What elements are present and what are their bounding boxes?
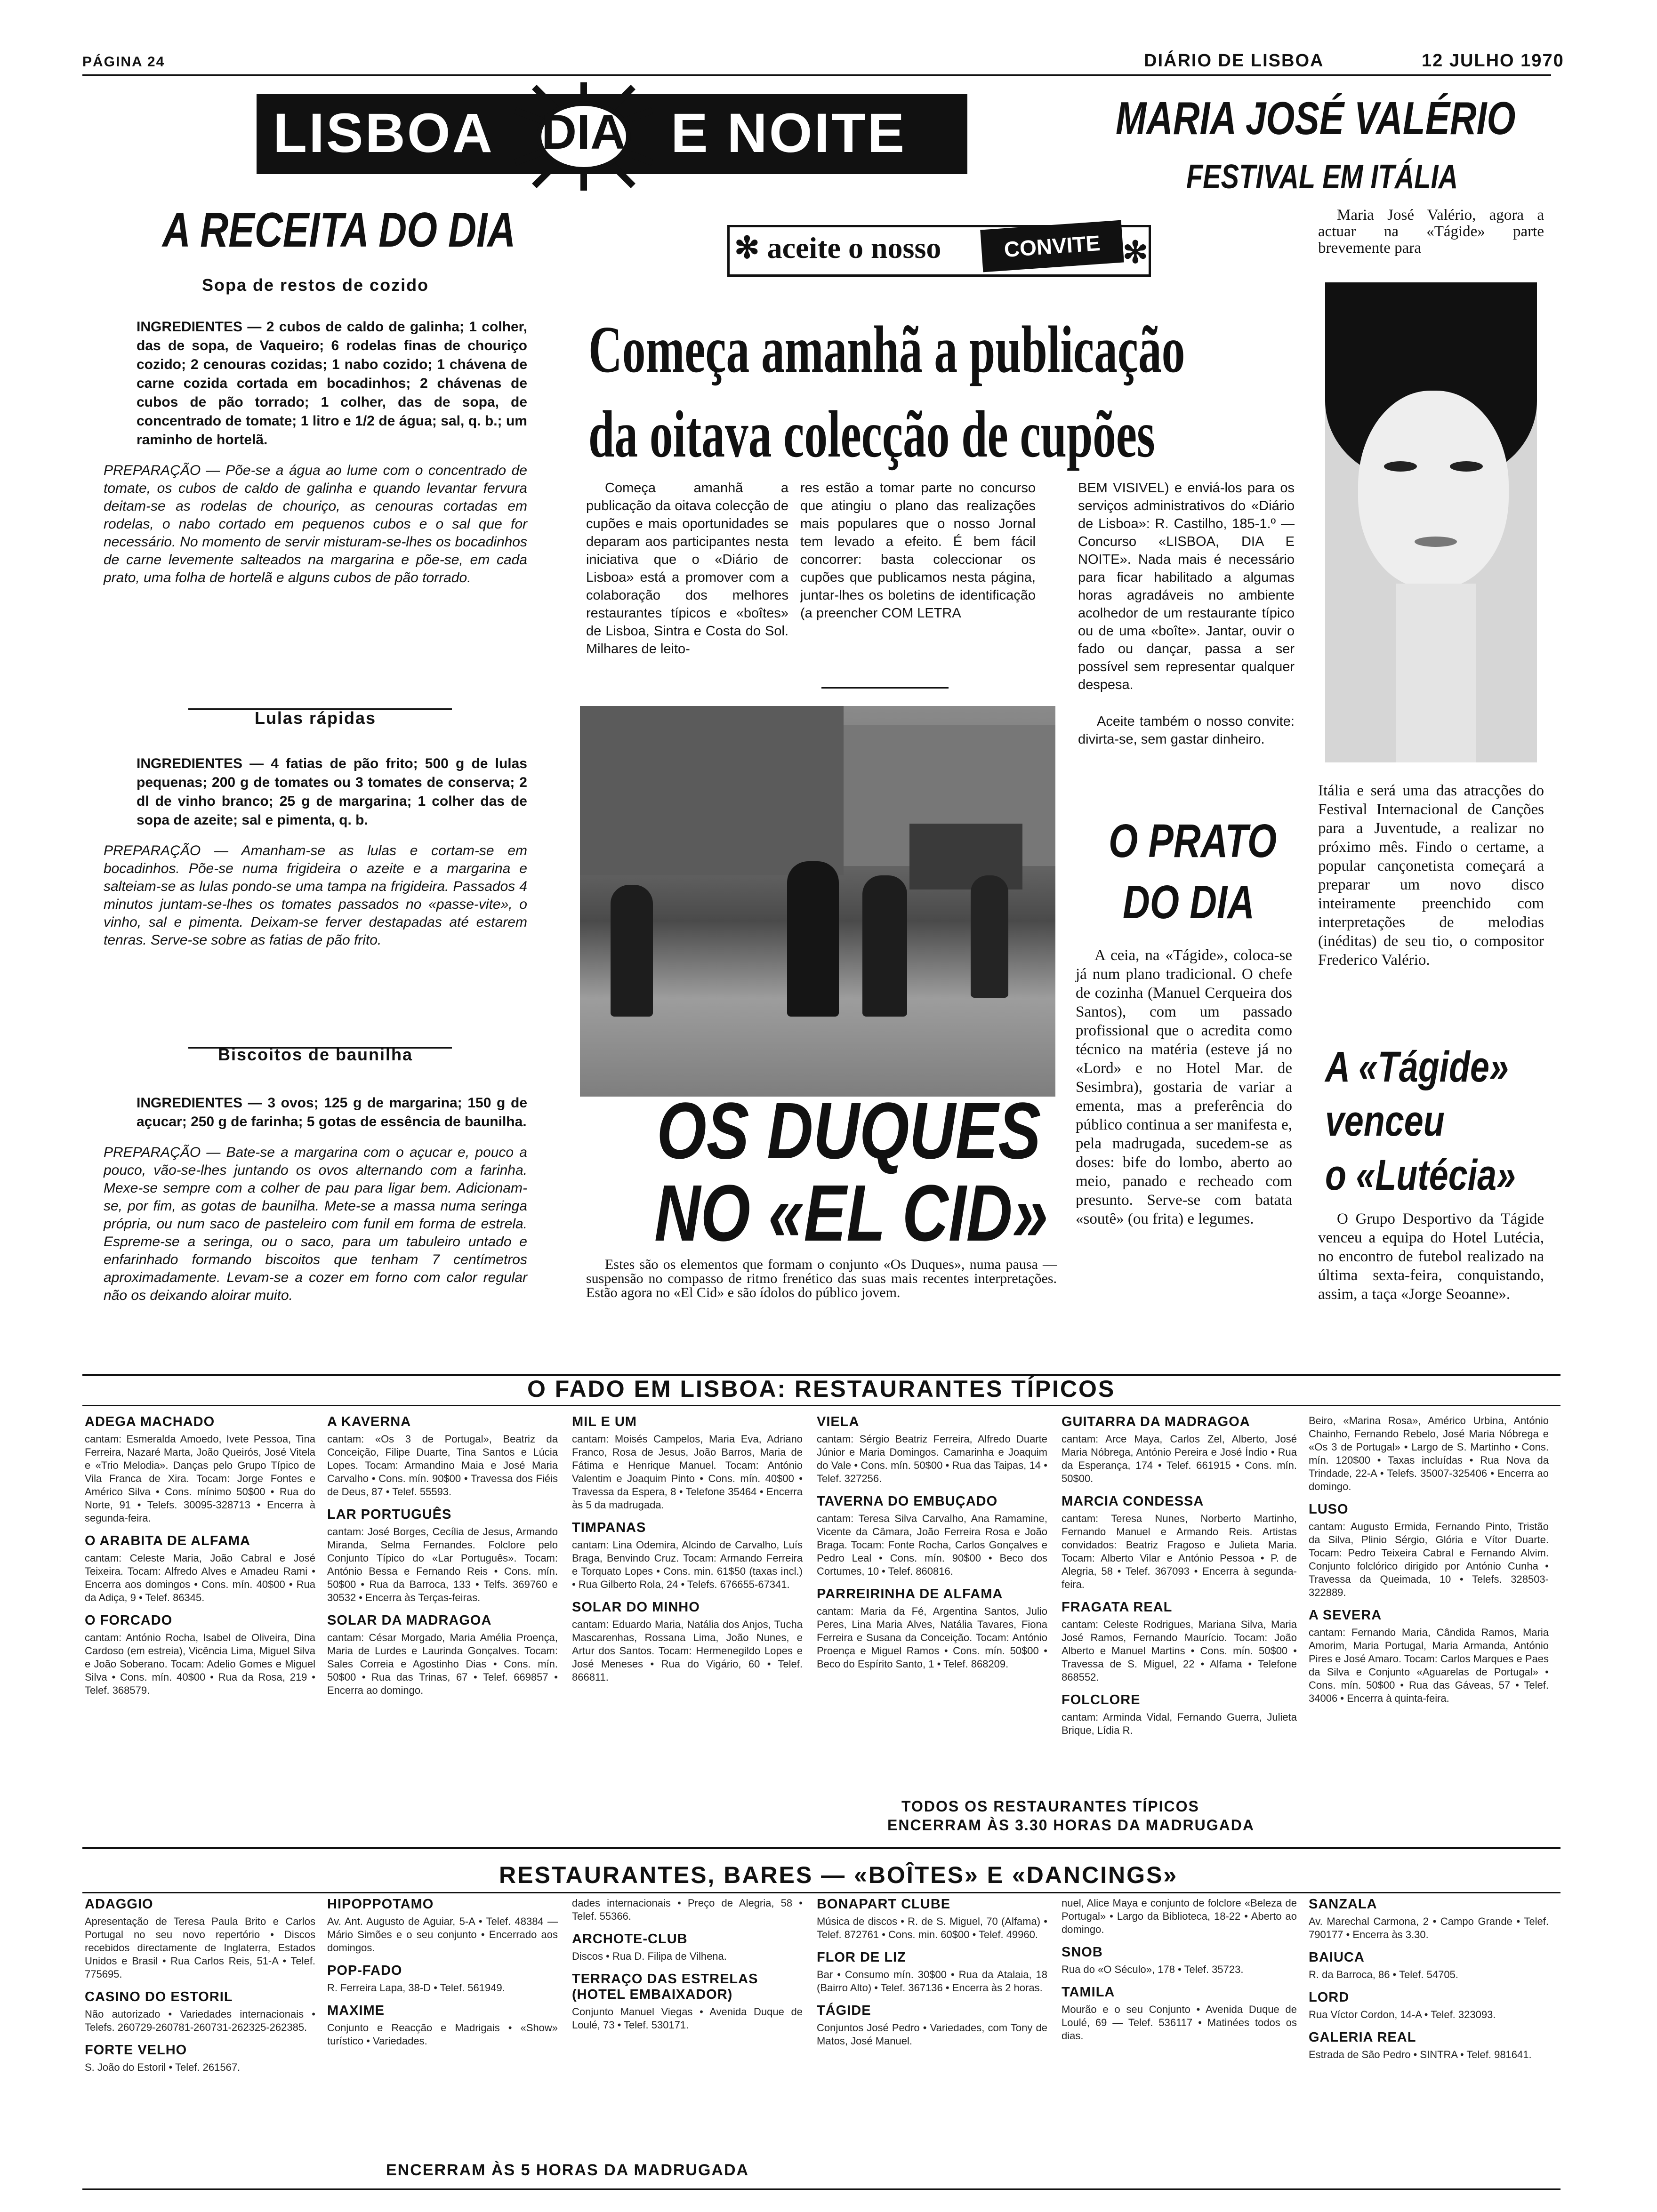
bares-col-5 (1062, 1897, 1297, 2051)
venue-name: FOLCLORE (1062, 1692, 1141, 1707)
fado-col-3 (572, 1414, 803, 1692)
bares-col-3 (572, 1897, 803, 2040)
venue-details: cantam: Eduardo Maria, Natália dos Anjos, Tucha Mascarenhas, Rossana Lima, João Nunes, e Artur dos Santos. Tocam: Hermenegildo Lopes e José Meneses • Rua do Vigário, 60 • Telef. 866811. (572, 1619, 803, 1683)
banner-word-dia: DIA (541, 105, 626, 160)
person-silhouette (862, 875, 907, 1017)
venue-details: Mourão e o seu Conjunto • Avenida Duque de Loulé, 69 — Telef. 536117 • Matinées todos os dias. (1062, 2004, 1297, 2042)
mouth-shape (1415, 537, 1457, 547)
page-bottom-rule (82, 2188, 1560, 2190)
photo-divider (821, 687, 949, 689)
venue-details: cantam: Teresa Nunes, Norberto Martinho, Fernando Manuel e Armando Reis. Artistas convidados: Beatriz Fragoso e Julieta Maria. Tocam: Alberto Vilar e António Pessoa • P. de Alegria, 58 • Telef. 367093 • Encerra à segunda-feira. (1062, 1513, 1297, 1590)
bar-entry (85, 1897, 315, 1981)
fado-closing-1: TODOS OS RESTAURANTES TÍPICOS (901, 1798, 1199, 1815)
recipe-name: Biscoitos de baunilha (217, 1045, 413, 1064)
fado-entry (817, 1494, 1047, 1578)
venue-name: FRAGATA REAL (1062, 1600, 1173, 1615)
masthead-rule (82, 74, 1551, 76)
venue-name: ADAGGIO (85, 1897, 153, 1912)
main-story-col-1: Começa amanhã a publicação da oitava colecção de cupões e mais oportunidades se deparam aos participantes nesta iniciativa que o «Diário de Lisboa» está a promover com a colaboração dos melhores restaurantes típicos e «boîtes» de Lisboa, Sintra e Costa do Sol. Milhares de leito- (586, 481, 788, 657)
bar-entry (327, 1963, 558, 1995)
fado-entry (327, 1414, 558, 1499)
venue-name: GALERIA REAL (1309, 2030, 1416, 2045)
venue-name: TÁGIDE (817, 2003, 871, 2018)
venue-details: cantam: Arce Maya, Carlos Zel, Alberto, José Maria Nóbrega, António Pereira e José Índio • Rua da Esperança, 174 • Telef. 661915 • Cons. mín. 50$00. (1062, 1433, 1297, 1484)
recipe-2 (104, 708, 527, 949)
banner-word-lisboa: LISBOA (273, 102, 494, 164)
venue-details: Estrada de São Pedro • SINTRA • Telef. 981641. (1309, 2049, 1532, 2060)
tram-shape (909, 824, 1022, 890)
venue-name: TERRAÇO DAS ESTRELAS (HOTEL EMBAIXADOR) (572, 1972, 758, 2002)
fado-rule-under (82, 1405, 1560, 1406)
bares-col-2 (327, 1897, 558, 2056)
venue-name: BAIUCA (1309, 1950, 1365, 1965)
bares-col-6 (1309, 1897, 1549, 2070)
person-silhouette (611, 885, 653, 1017)
prato-headline-2: DO DIA (1123, 876, 1255, 929)
recipe-3 (104, 1045, 527, 1305)
venue-details: Não autorizado • Variedades internacionais • Telefs. 260729-260781-260731-262325-262385. (85, 2008, 315, 2033)
venue-details: cantam: Arminda Vidal, Fernando Guerra, Julieta Brique, Lídia R. (1062, 1711, 1297, 1736)
fado-closing-2: ENCERRAM ÀS 3.30 HORAS DA MADRUGADA (887, 1817, 1255, 1834)
venue-name: SOLAR DO MINHO (572, 1600, 700, 1615)
fado-col-4 (817, 1414, 1047, 1679)
recipe-ingredients: INGREDIENTES — 3 ovos; 125 g de margarina; 150 g de açucar; 250 g de farinha; 5 gotas de essência de baunilha. (137, 1095, 527, 1130)
venue-details: cantam: Moisés Campelos, Maria Eva, Adriano Franco, Rosa de Jesus, João Barros, Maria de Fátima e Henrique Manuel. Tocam: António Valentim e Joaquim Pinto • Cons. mín. 40$00 • Travessa da Espera, 8 • Telefone 35464 • Encerra às 5 da madrugada. (572, 1433, 803, 1511)
venue-name: SOLAR DA MADRAGOA (327, 1613, 492, 1628)
recipe-ingredients: INGREDIENTES — 4 fatias de pão frito; 500 g de lulas pequenas; 200 g de tomates ou 3 tomates de conserva; 2 dl de vinho branco; 25 g de margarina; 1 colher das de sopa de azeite; sal e pimenta, q. b. (137, 756, 527, 828)
venue-name: MAXIME (327, 2003, 385, 2018)
venue-details: dades internacionais • Preço de Alegria, 58 • Telef. 55366. (572, 1897, 803, 1922)
venue-details: Beiro, «Marina Rosa», Américo Urbina, António Chainho, Fernando Rebelo, José Maria Nóbrega e «Os 3 de Portugal» • Largo de S. Martinho • Cons. mín. 120$00 • Taxas incluídas • Rua Nova da Trindade, 22-A • Telefs. 35007-325406 • Encerra ao domingo. (1309, 1415, 1549, 1492)
venue-details: cantam: Esmeralda Amoedo, Ivete Pessoa, Tina Ferreira, Nazaré Marta, João Queirós, José Vitela e «Trio Melodia». Danças pelo Grupo Típico de Vila Franca de Xira. Tocam: Jorge Fontes e Américo Silva • Cons. mínimo 50$00 • Rua do Norte, 91 • Telefs. 30095-328713 • Encerra à segunda-feira. (85, 1433, 315, 1524)
duques-caption: Estes são os elementos que formam o conjunto «Os Duques», numa pausa — suspensão no compasso de ritmo frenético das suas mais recentes interpretações. Estão agora no «El Cid» e são ídolos do público jovem. (586, 1257, 1057, 1300)
prato-text: A ceia, na «Tágide», coloca-se já num plano tradicional. O chefe de cozinha (Manuel Cerqueira dos Santos), com um passado profissional que o acredita como técnico na matéria (esteve já no «Lord» e no Hotel Mar. de Sesimbra), gostaria de variar a ementa, mas a preferência do público continua a ser manifesta e, pela madrugada, sucedem-se as doses: bife do lombo, aberto ao meio, panado e recheado com presunto. Serve-se com batata «soutê» (ou frita) e legumes. (1076, 947, 1292, 1227)
bar-entry (572, 1972, 803, 2032)
venue-details: S. João do Estoril • Telef. 261567. (85, 2061, 241, 2073)
convite-label: aceite o nosso (767, 231, 941, 264)
venue-details: Conjunto Manuel Viegas • Avenida Duque de Loulé, 73 • Telef. 530171. (572, 2006, 803, 2031)
venue-name: BONAPART CLUBE (817, 1897, 951, 1912)
tagide-headline-1: A «Tágide» (1325, 1043, 1509, 1091)
tagide-headline-2: venceu (1325, 1097, 1445, 1145)
fado-entry (1062, 1414, 1297, 1485)
venue-details: Conjunto e Reacção e Madrigais • «Show» turístico • Variedades. (327, 2022, 558, 2047)
valerio-continuation: Itália e será uma das atracções do Festival Internacional de Canções para a Juventude, a realizar no próximo mês. Findo o certame, a popular cançonetista começará a preparar um novo disco inteiramente preenchido com interpretações de melodias (inéditas) de seu tio, o compositor Frederico Valério. (1318, 782, 1544, 969)
tagide-headline-3: o «Lutécia» (1325, 1151, 1516, 1199)
duques-photo (580, 706, 1055, 1097)
bar-entry (572, 1931, 803, 1963)
bar-entry (1309, 1990, 1549, 2021)
venue-name: MIL E UM (572, 1414, 637, 1429)
venue-name: LAR PORTUGUÊS (327, 1507, 452, 1522)
venue-details: Av. Marechal Carmona, 2 • Campo Grande • Telef. 790177 • Encerra às 3.30. (1309, 1915, 1549, 1940)
neck-shape (1396, 584, 1476, 762)
recipe-preparation: PREPARAÇÃO — Amanham-se as lulas e cortam-se em bocadinhos. Põe-se numa frigideira o azeite e a margarina e salteiam-se as lulas pondo-se uma tampa na frigideira. Passados 4 minutos juntam-se-lhes os tomates passados no «passe-vite», o vinho, sal e pimenta. Deixam-se ferver destapadas até estarem tenras. Serve-se sobre as fatias de pão frito. (104, 843, 527, 948)
fado-col-6 (1309, 1414, 1549, 1714)
venue-details: cantam: «Os 3 de Portugal», Beatriz da Conceição, Filipe Duarte, Tina Santos e Lúcia Lopes. Tocam: Armandino Maia e José Maria Carvalho • Cons. mín. 90$00 • Travessa dos Fiéis de Deus, 87 • Telef. 55593. (327, 1433, 558, 1498)
main-story-col-2: res estão a tomar parte no concurso que atingiu o plano das realizações mais populares que o nosso Jornal tem levado a efeito. É bem fácil concorrer: basta coleccionar os cupões que publicamos nesta página, juntar-lhes os boletins de identificação (a preencher COM LETRA (800, 481, 1036, 621)
page-number: PÁGINA 24 (82, 54, 165, 70)
venue-details: Rua Víctor Cordon, 14-A • Telef. 323093. (1309, 2009, 1496, 2020)
venue-details: Apresentação de Teresa Paula Brito e Carlos Portugal no seu novo repertório • Discos recebidos directamente de Inglaterra, Estados Unidos e Brasil • Rua Carlos Reis, 51-A • Telef. 775695. (85, 1915, 315, 1980)
person-silhouette (787, 861, 839, 1017)
fado-entry (85, 1613, 315, 1697)
bar-entry (817, 2003, 1047, 2048)
venue-details: cantam: Teresa Silva Carvalho, Ana Ramamine, Vicente da Câmara, João Ferreira Rosa e João Braga. Tocam: Fonte Rocha, Carlos Gonçalves e Pedro Leal • Cons. mín. 90$00 • Beco dos Cortumes, 10 • Telef. 860816. (817, 1513, 1047, 1577)
venue-details: cantam: António Rocha, Isabel de Oliveira, Dina Cardoso (em estreia), Vicência Lima, Miguel Silva e João Soberano. Tocam: Adelio Gomes e Miguel Silva • Cons. mín. 40$00 • Rua da Rosa, 219 • Telef. 368579. (85, 1632, 315, 1696)
asterisk-icon: ✻ (734, 231, 760, 264)
main-story-col-3 (1078, 479, 1295, 748)
recipe-name: Sopa de restos de cozido (201, 275, 429, 295)
venue-details: Música de discos • R. de S. Miguel, 70 (Alfama) • Telef. 872761 • Cons. min. 60$00 • Telef. 49960. (817, 1915, 1047, 1940)
bar-entry (327, 1897, 558, 1955)
duques-headline-2: NO «EL CID» (654, 1169, 1048, 1258)
main-story-invite: Aceite também o nosso convite: divirta-se, sem gastar dinheiro. (1078, 714, 1295, 747)
venue-details: cantam: Sérgio Beatriz Ferreira, Alfredo Duarte Júnior e Maria Domingos. Camarinha e Joaquim do Vale • Cons. mín. 50$00 • Rua das Taipas, 14 • Telef. 327256. (817, 1433, 1047, 1484)
venue-name: A SEVERA (1309, 1608, 1382, 1623)
recipe-ingredients: INGREDIENTES — 2 cubos de caldo de galinha; 1 colher, das de sopa, de Vaqueiro; 6 rodelas finas de chouriço cozido; 2 cenouras cozidas; 1 nabo cozido; 1 chávena de carne cozida cortada em bocadinhos; 2 chávenas de cubos de pão torrado; 1 colher, das de sopa, de concentrado de tomate; 1 litro e 1/2 de água; sal, q. b.; um raminho de hortelã. (137, 319, 527, 448)
venue-name: ARCHOTE-CLUB (572, 1931, 688, 1947)
bar-entry (1062, 1985, 1297, 2043)
convite-text (734, 231, 941, 265)
venue-details: cantam: Maria da Fé, Argentina Santos, Julio Peres, Lina Maria Alves, Natália Tavares, Fiona Ferreira e Susana da Conceição. Tocam: António Proença e Miguel Ramos • Cons. mín. 50$00 • Beco do Espírito Santo, 1 • Telef. 868209. (817, 1605, 1047, 1670)
venue-details: Bar • Consumo mín. 30$00 • Rua da Atalaia, 18 (Bairro Alto) • Telef. 367136 • Encerra às 2 horas. (817, 1969, 1047, 1994)
venue-name: LUSO (1309, 1502, 1349, 1517)
tagide-text: O Grupo Desportivo da Tágide venceu a equipa do Hotel Lutécia, no encontro de futebol realizado na última sexta-feira, conquistando, assim, a taça «Jorge Seoanne». (1318, 1210, 1544, 1303)
venue-name: A KAVERNA (327, 1414, 411, 1429)
eye-shape (1450, 461, 1483, 472)
bares-rule-top (82, 1847, 1560, 1849)
face-shape (1358, 391, 1509, 588)
venue-details: cantam: Celeste Maria, João Cabral e José Teixeira. Tocam: Alfredo Alves e Amadeu Rami • Encerra aos domingos • Cons. mín. 40$00 • Rua da Adiça, 9 • Telef. 86345. (85, 1552, 315, 1603)
bar-entry (817, 1950, 1047, 1995)
bar-entry (1309, 1897, 1549, 1941)
fado-entry (1062, 1692, 1297, 1737)
venue-name: GUITARRA DA MADRAGOA (1062, 1414, 1250, 1429)
venue-name: VIELA (817, 1414, 860, 1429)
venue-details: cantam: Celeste Rodrigues, Mariana Silva, Maria José Ramos, Fernando Maurício. Tocam: João Alberto e Manuel Martins • Cons. mín. 50$00 • Travessa de S. Miguel, 22 • Alfama • Telefone 868552. (1062, 1619, 1297, 1683)
venue-name: FORTE VELHO (85, 2043, 187, 2058)
venue-name: CASINO DO ESTORIL (85, 1989, 233, 2004)
venue-details: Conjuntos José Pedro • Variedades, com Tony de Matos, José Manuel. (817, 2022, 1047, 2047)
valerio-photo (1325, 282, 1537, 762)
valerio-headline-2: FESTIVAL EM ITÁLIA (1186, 158, 1458, 196)
main-headline-2: da oitava colecção de cupões (588, 397, 1155, 471)
fado-entry (327, 1507, 558, 1604)
recipe-name: Lulas rápidas (254, 708, 377, 728)
bar-entry (572, 1897, 803, 1923)
bar-entry (327, 2003, 558, 2048)
fado-col-1 (85, 1414, 315, 1706)
banner-word-noite: E NOITE (671, 102, 907, 164)
venue-details: R. da Barroca, 86 • Telef. 54705. (1309, 1969, 1458, 1980)
convite-badge-label: CONVITE (1003, 230, 1101, 262)
venue-details: cantam: César Morgado, Maria Amélia Proença, Maria de Lurdes e Laurinda Gonçalves. Tocam: Sales Correia e Agostinho Dias • Cons. mín. 50$00 • Rua das Trinas, 67 • Telef. 669857 • Encerra ao domingo. (327, 1632, 558, 1696)
recipes-title: A RECEITA DO DIA (162, 203, 516, 257)
venue-name: TIMPANAS (572, 1520, 646, 1535)
bar-entry (85, 1989, 315, 2034)
venue-name: HIPOPPOTAMO (327, 1897, 434, 1912)
venue-details: Discos • Rua D. Filipa de Vilhena. (572, 1950, 727, 1962)
main-story-text: BEM VISIVEL) e enviá-los para os serviços administrativos do «Diário de Lisboa»: R. Castilho, 185-1.º — Concurso «LISBOA, DIA E NOITE». Nada mais é necessário para ficar habilitado a algumas horas agradáveis no ambiente acolhedor de um restaurante típico ou de uma «boîte». Jantar, ouvir o fado ou dançar, passa a ser possível sem representar qualquer despesa. (1078, 481, 1295, 692)
eye-shape (1384, 461, 1417, 472)
fado-entry (572, 1520, 803, 1591)
fado-entry (327, 1613, 558, 1697)
newspaper-name: DIÁRIO DE LISBOA (1144, 51, 1324, 71)
building-shape (580, 706, 844, 875)
bares-col-4 (817, 1897, 1047, 2056)
venue-name: SNOB (1062, 1945, 1103, 1960)
venue-name: ADEGA MACHADO (85, 1414, 215, 1429)
venue-details: R. Ferreira Lapa, 38-D • Telef. 561949. (327, 1982, 505, 1994)
bar-entry (817, 1897, 1047, 1941)
recipe-preparation: PREPARAÇÃO — Bate-se a margarina com o açucar e, pouco a pouco, vão-se-lhes juntando os ovos alternando com a farinha. Mexe-se sempre com a colher de pau para ligar bem. Adicionam-se, por fim, as gotas de baunilha. Mete-se a massa numa seringa própria, ou num saco de pasteleiro com funil em forma de estrela. Espreme-se a seringa, ou o saco, para um tabuleiro untado e enfarinhado formando biscoitos que tenham 7 centímetros aproximadamente. Levam-se a cozer em forno com calor regular não os deixando aloirar muito. (104, 1145, 527, 1303)
bar-entry (1309, 2030, 1549, 2061)
asterisk-icon: ✻ (1123, 236, 1148, 269)
bares-col-1 (85, 1897, 315, 2083)
fado-entry (572, 1600, 803, 1684)
venue-details: Av. Ant. Augusto de Aguiar, 5-A • Telef. 48384 — Mário Simões e o seu conjunto • Encerrado aos domingos. (327, 1915, 558, 1954)
venue-name: O FORCADO (85, 1613, 173, 1628)
venue-details: cantam: Fernando Maria, Cândida Ramos, Maria Amorim, Maria Portugal, Maria Armanda, António Pires e José Amaro. Tocam: Carlos Marques e Paes da Silva e Conjunto «Aguarelas de Portugal» • Cons. mín. 50$00 • Rua das Gáveas, 57 • Telef. 34006 • Encerra à quinta-feira. (1309, 1627, 1549, 1704)
bares-title: RESTAURANTES, BARES — «BOÎTES» E «DANCINGS» (499, 1862, 1178, 1888)
bares-rule-under (82, 1892, 1560, 1893)
venue-name: SANZALA (1309, 1897, 1377, 1912)
venue-name: TAVERNA DO EMBUÇADO (817, 1494, 998, 1509)
valerio-intro: Maria José Valério, agora a actuar na «Tágide» parte brevemente para (1318, 207, 1544, 256)
venue-name: FLOR DE LIZ (817, 1950, 906, 1965)
venue-name: TAMILA (1062, 1985, 1115, 2000)
venue-name: LORD (1309, 1990, 1350, 2005)
bares-closing: ENCERRAM ÀS 5 HORAS DA MADRUGADA (386, 2161, 749, 2179)
venue-details: cantam: José Borges, Cecília de Jesus, Armando Miranda, Selma Fernandes. Folclore pelo Conjunto Típico do «Lar Português». Tocam: António Bessa e Fernando Reis • Cons. mín. 50$00 • Rua da Barroca, 133 • Telfs. 369760 e 30532 • Encerra às Terças-feiras. (327, 1526, 558, 1603)
fado-entry (85, 1533, 315, 1604)
fado-title: O FADO EM LISBOA: RESTAURANTES TÍPICOS (527, 1376, 1116, 1402)
fado-entry (1309, 1502, 1549, 1599)
bar-entry (1062, 1945, 1297, 1976)
issue-date: 12 JULHO 1970 (1422, 51, 1564, 71)
fado-entry (817, 1414, 1047, 1485)
venue-name: PARREIRINHA DE ALFAMA (817, 1587, 1003, 1602)
venue-name: MARCIA CONDESSA (1062, 1494, 1204, 1509)
recipe-1 (104, 275, 527, 587)
fado-entry (1062, 1494, 1297, 1591)
venue-details: Rua do «O Século», 178 • Telef. 35723. (1062, 1964, 1244, 1975)
bar-entry (1062, 1897, 1297, 1936)
venue-details: nuel, Alice Maya e conjunto de folclore «Beleza de Portugal» • Largo da Biblioteca, 18-22 • Aberto ao domingo. (1062, 1897, 1297, 1935)
fado-entry (572, 1414, 803, 1512)
venue-name: POP-FADO (327, 1963, 402, 1978)
valerio-headline-1: MARIA JOSÉ VALÉRIO (1116, 92, 1516, 144)
person-silhouette (971, 875, 1008, 998)
venue-name: O ARABITA DE ALFAMA (85, 1533, 250, 1548)
recipe-preparation: PREPARAÇÃO — Põe-se a água ao lume com o concentrado de tomate, os cubos de caldo de galinha e quando levantar fervura deitam-se as rodelas de chouriço, as cenouras cortadas em rodelas, o nabo cortado em pequenos cubos e o sal que for necessário. No momento de servir misturam-se-lhes os bocadinhos de carne levemente salteados na margarina e põe-se, em cada prato, uma folha de hortelã e alguns cubos de pão torrado. (104, 463, 527, 585)
fado-entry (85, 1414, 315, 1525)
duques-headline-1: OS DUQUES (657, 1086, 1041, 1176)
fado-entry (1309, 1414, 1549, 1493)
fado-entry (817, 1587, 1047, 1671)
fado-entry (1062, 1600, 1297, 1684)
fado-entry (1309, 1608, 1549, 1705)
prato-headline-1: O PRATO (1109, 815, 1277, 867)
fado-col-2 (327, 1414, 558, 1706)
venue-details: cantam: Augusto Ermida, Fernando Pinto, Tristão da Silva, Plinio Sérgio, Glória e Vítor Duarte. Tocam: Pedro Teixeira Cabral e Fernando Alvim. Conjunto folclórico dirigido por António Cunha • Travessa da Queimada, 10 • Telefs. 328503-322889. (1309, 1521, 1549, 1598)
bar-entry (85, 2043, 315, 2074)
bar-entry (1309, 1950, 1549, 1981)
fado-col-5 (1062, 1414, 1297, 1746)
main-headline-1: Começa amanhã a publicação (588, 312, 1185, 386)
venue-details: cantam: Lina Odemira, Alcindo de Carvalho, Luís Braga, Benvindo Cruz. Tocam: Armando Ferreira e Torquato Lopes • Cons. min. 61$50 (taxas incl.) • Rua Gilberto Rola, 24 • Telefs. 676655-67341. (572, 1539, 803, 1590)
